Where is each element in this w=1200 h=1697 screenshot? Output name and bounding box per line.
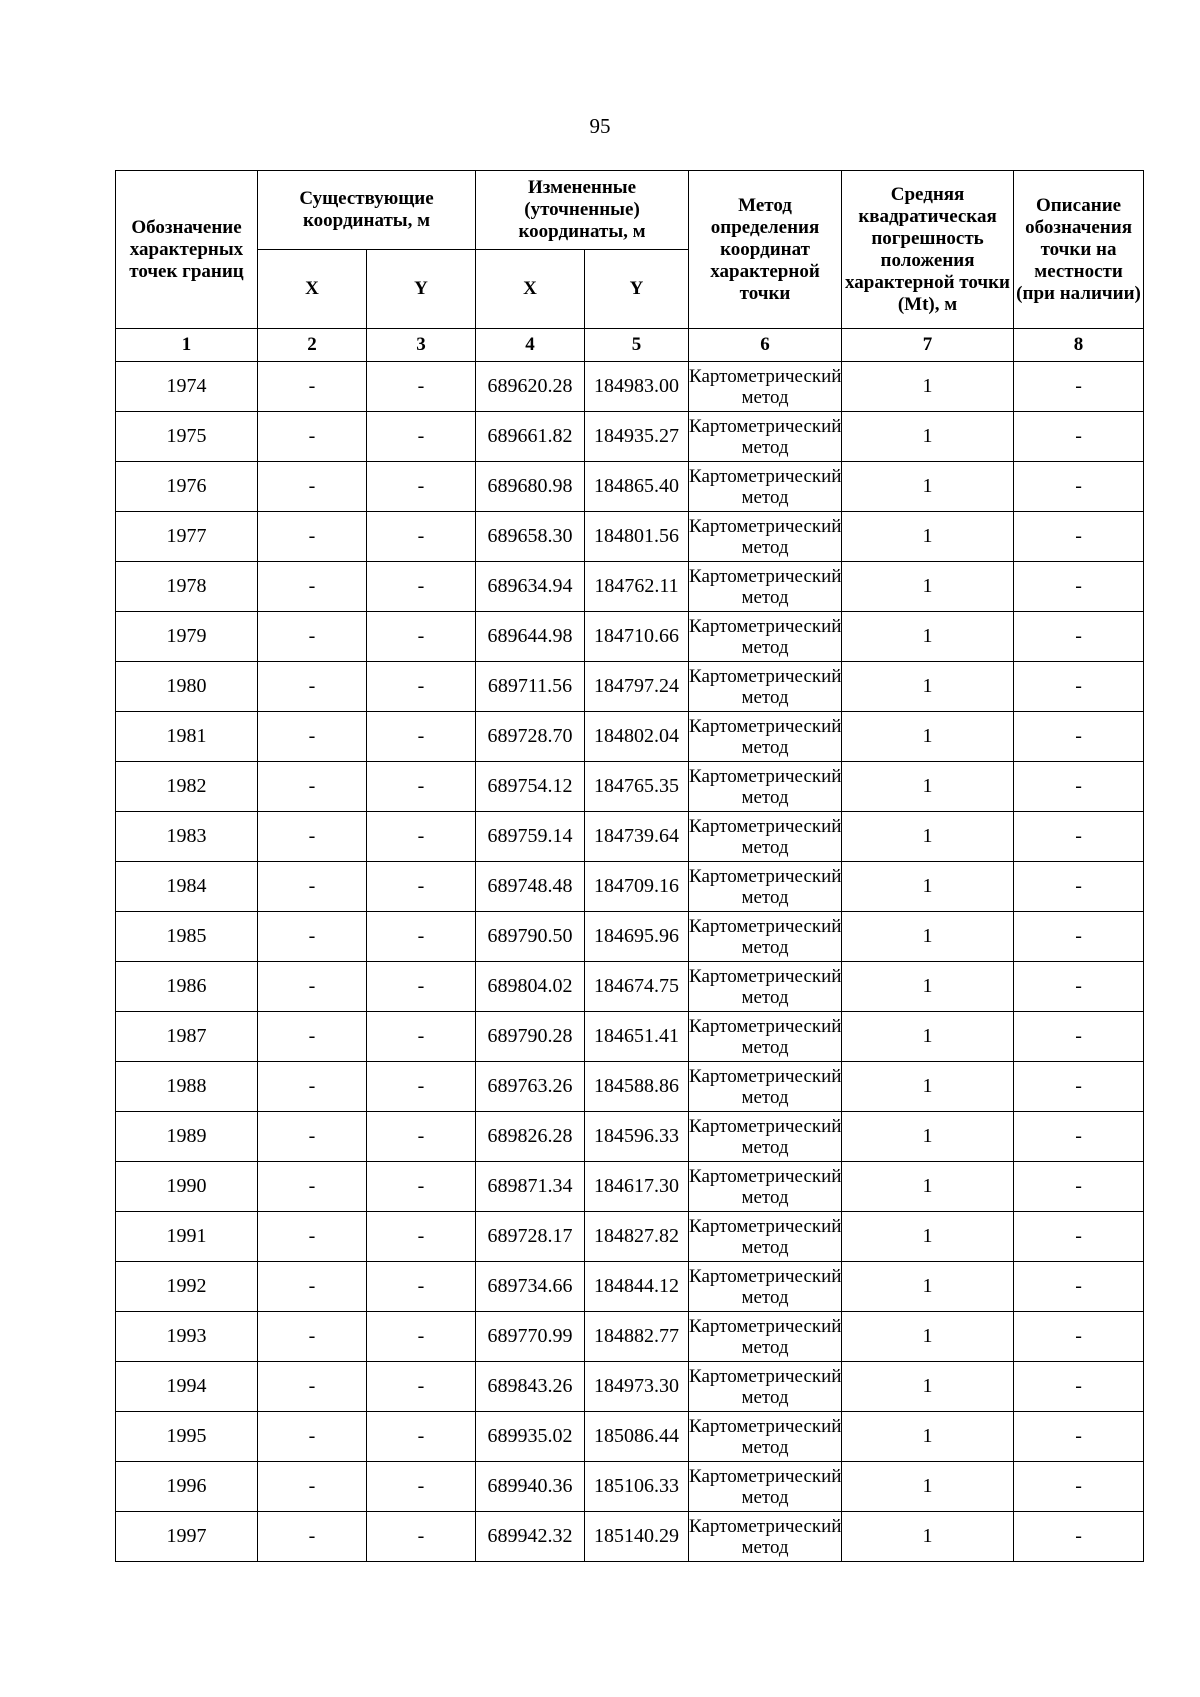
mean-error-cell: 1 — [842, 1012, 1014, 1062]
changed-x-cell: 689754.12 — [476, 762, 585, 812]
changed-x-cell: 689790.28 — [476, 1012, 585, 1062]
method-cell: Картометрический метод — [689, 1262, 842, 1312]
existing-y-cell: - — [367, 1362, 476, 1412]
changed-x-cell: 689790.50 — [476, 912, 585, 962]
method-cell: Картометрический метод — [689, 1012, 842, 1062]
existing-y-cell: - — [367, 662, 476, 712]
description-cell: - — [1014, 662, 1144, 712]
description-cell: - — [1014, 512, 1144, 562]
method-cell: Картометрический метод — [689, 412, 842, 462]
table-row — [116, 612, 1144, 662]
method-cell: Картометрический метод — [689, 1412, 842, 1462]
existing-x-cell: - — [258, 912, 367, 962]
changed-x-cell: 689935.02 — [476, 1412, 585, 1462]
changed-x-cell: 689658.30 — [476, 512, 585, 562]
changed-x-cell: 689843.26 — [476, 1362, 585, 1412]
changed-y-cell: 184588.86 — [585, 1062, 689, 1112]
point-id-cell: 1975 — [116, 412, 258, 462]
method-cell: Картометрический метод — [689, 1312, 842, 1362]
description-cell: - — [1014, 862, 1144, 912]
description-cell: - — [1014, 912, 1144, 962]
existing-y-cell: - — [367, 1212, 476, 1262]
header-existing-x: X — [258, 250, 367, 329]
existing-y-cell: - — [367, 462, 476, 512]
changed-y-cell: 184865.40 — [585, 462, 689, 512]
point-id-cell: 1991 — [116, 1212, 258, 1262]
existing-x-cell: - — [258, 562, 367, 612]
method-cell: Картометрический метод — [689, 612, 842, 662]
existing-x-cell: - — [258, 1512, 367, 1562]
table-row — [116, 562, 1144, 612]
changed-x-cell: 689680.98 — [476, 462, 585, 512]
existing-y-cell: - — [367, 1062, 476, 1112]
point-id-cell: 1979 — [116, 612, 258, 662]
mean-error-cell: 1 — [842, 362, 1014, 412]
description-cell: - — [1014, 1412, 1144, 1462]
description-cell: - — [1014, 1212, 1144, 1262]
changed-x-cell: 689770.99 — [476, 1312, 585, 1362]
description-cell: - — [1014, 762, 1144, 812]
existing-y-cell: - — [367, 962, 476, 1012]
table-row — [116, 662, 1144, 712]
description-cell: - — [1014, 1362, 1144, 1412]
description-cell: - — [1014, 562, 1144, 612]
mean-error-cell: 1 — [842, 512, 1014, 562]
method-cell: Картометрический метод — [689, 1512, 842, 1562]
mean-error-cell: 1 — [842, 1062, 1014, 1112]
description-cell: - — [1014, 1312, 1144, 1362]
changed-x-cell: 689728.70 — [476, 712, 585, 762]
changed-y-cell: 184827.82 — [585, 1212, 689, 1262]
changed-y-cell: 184801.56 — [585, 512, 689, 562]
existing-y-cell: - — [367, 1312, 476, 1362]
mean-error-cell: 1 — [842, 812, 1014, 862]
existing-x-cell: - — [258, 1012, 367, 1062]
mean-error-cell: 1 — [842, 1262, 1014, 1312]
method-cell: Картометрический метод — [689, 562, 842, 612]
changed-x-cell: 689871.34 — [476, 1162, 585, 1212]
point-id-cell: 1981 — [116, 712, 258, 762]
description-cell: - — [1014, 1112, 1144, 1162]
existing-x-cell: - — [258, 612, 367, 662]
method-cell: Картометрический метод — [689, 662, 842, 712]
table-row — [116, 912, 1144, 962]
changed-x-cell: 689734.66 — [476, 1262, 585, 1312]
table-row — [116, 1362, 1144, 1412]
column-number: 5 — [585, 329, 689, 362]
existing-x-cell: - — [258, 762, 367, 812]
point-id-cell: 1993 — [116, 1312, 258, 1362]
table-row — [116, 362, 1144, 412]
existing-y-cell: - — [367, 812, 476, 862]
point-id-cell: 1997 — [116, 1512, 258, 1562]
method-cell: Картометрический метод — [689, 362, 842, 412]
coordinates-table — [115, 170, 1144, 1562]
header-changed-x: X — [476, 250, 585, 329]
header-mean-error: Средняя квадратическая погрешность положения характерной точки (Mt), м — [842, 171, 1014, 329]
column-number: 4 — [476, 329, 585, 362]
column-number: 2 — [258, 329, 367, 362]
existing-x-cell: - — [258, 1412, 367, 1462]
existing-x-cell: - — [258, 812, 367, 862]
existing-y-cell: - — [367, 512, 476, 562]
header-point-designation: Обозначение характерных точек границ — [116, 171, 258, 329]
method-cell: Картометрический метод — [689, 962, 842, 1012]
mean-error-cell: 1 — [842, 862, 1014, 912]
method-cell: Картометрический метод — [689, 512, 842, 562]
header-method: Метод определения координат характерной точки — [689, 171, 842, 329]
method-cell: Картометрический метод — [689, 762, 842, 812]
table-row — [116, 1412, 1144, 1462]
method-cell: Картометрический метод — [689, 1062, 842, 1112]
point-id-cell: 1976 — [116, 462, 258, 512]
changed-y-cell: 184739.64 — [585, 812, 689, 862]
mean-error-cell: 1 — [842, 1312, 1014, 1362]
header-description: Описание обозначения точки на местности (при наличии) — [1014, 171, 1144, 329]
mean-error-cell: 1 — [842, 1462, 1014, 1512]
description-cell: - — [1014, 812, 1144, 862]
existing-x-cell: - — [258, 512, 367, 562]
existing-x-cell: - — [258, 1362, 367, 1412]
method-cell: Картометрический метод — [689, 1462, 842, 1512]
point-id-cell: 1983 — [116, 812, 258, 862]
existing-x-cell: - — [258, 462, 367, 512]
point-id-cell: 1992 — [116, 1262, 258, 1312]
changed-y-cell: 184844.12 — [585, 1262, 689, 1312]
changed-y-cell: 184596.33 — [585, 1112, 689, 1162]
point-id-cell: 1995 — [116, 1412, 258, 1462]
mean-error-cell: 1 — [842, 1512, 1014, 1562]
existing-x-cell: - — [258, 362, 367, 412]
changed-y-cell: 184802.04 — [585, 712, 689, 762]
mean-error-cell: 1 — [842, 1412, 1014, 1462]
table-row — [116, 1212, 1144, 1262]
existing-x-cell: - — [258, 412, 367, 462]
mean-error-cell: 1 — [842, 912, 1014, 962]
table-row — [116, 712, 1144, 762]
table-row — [116, 762, 1144, 812]
method-cell: Картометрический метод — [689, 712, 842, 762]
changed-y-cell: 184882.77 — [585, 1312, 689, 1362]
table-row — [116, 462, 1144, 512]
changed-x-cell: 689804.02 — [476, 962, 585, 1012]
header-changed-coordinates: Измененные (уточненные) координаты, м — [476, 171, 689, 250]
changed-y-cell: 184695.96 — [585, 912, 689, 962]
column-number: 7 — [842, 329, 1014, 362]
changed-y-cell: 184762.11 — [585, 562, 689, 612]
point-id-cell: 1996 — [116, 1462, 258, 1512]
description-cell: - — [1014, 612, 1144, 662]
method-cell: Картометрический метод — [689, 1362, 842, 1412]
description-cell: - — [1014, 362, 1144, 412]
column-number: 8 — [1014, 329, 1144, 362]
point-id-cell: 1986 — [116, 962, 258, 1012]
point-id-cell: 1994 — [116, 1362, 258, 1412]
changed-y-cell: 184765.35 — [585, 762, 689, 812]
changed-y-cell: 184797.24 — [585, 662, 689, 712]
table-row — [116, 1262, 1144, 1312]
description-cell: - — [1014, 1512, 1144, 1562]
changed-y-cell: 184710.66 — [585, 612, 689, 662]
header-changed-y: Y — [585, 250, 689, 329]
changed-x-cell: 689728.17 — [476, 1212, 585, 1262]
existing-x-cell: - — [258, 662, 367, 712]
point-id-cell: 1989 — [116, 1112, 258, 1162]
changed-y-cell: 185086.44 — [585, 1412, 689, 1462]
description-cell: - — [1014, 962, 1144, 1012]
table-row — [116, 1312, 1144, 1362]
existing-y-cell: - — [367, 862, 476, 912]
changed-x-cell: 689826.28 — [476, 1112, 585, 1162]
method-cell: Картометрический метод — [689, 1112, 842, 1162]
mean-error-cell: 1 — [842, 662, 1014, 712]
mean-error-cell: 1 — [842, 1212, 1014, 1262]
existing-y-cell: - — [367, 912, 476, 962]
description-cell: - — [1014, 1462, 1144, 1512]
table-row — [116, 1112, 1144, 1162]
changed-y-cell: 184983.00 — [585, 362, 689, 412]
point-id-cell: 1982 — [116, 762, 258, 812]
mean-error-cell: 1 — [842, 1112, 1014, 1162]
existing-x-cell: - — [258, 1262, 367, 1312]
changed-x-cell: 689711.56 — [476, 662, 585, 712]
point-id-cell: 1985 — [116, 912, 258, 962]
method-cell: Картометрический метод — [689, 862, 842, 912]
table-row — [116, 1162, 1144, 1212]
description-cell: - — [1014, 412, 1144, 462]
changed-x-cell: 689940.36 — [476, 1462, 585, 1512]
mean-error-cell: 1 — [842, 962, 1014, 1012]
description-cell: - — [1014, 1162, 1144, 1212]
method-cell: Картометрический метод — [689, 462, 842, 512]
changed-x-cell: 689644.98 — [476, 612, 585, 662]
existing-y-cell: - — [367, 762, 476, 812]
table-row — [116, 512, 1144, 562]
mean-error-cell: 1 — [842, 1362, 1014, 1412]
existing-y-cell: - — [367, 1462, 476, 1512]
existing-x-cell: - — [258, 1112, 367, 1162]
existing-y-cell: - — [367, 1512, 476, 1562]
changed-y-cell: 185106.33 — [585, 1462, 689, 1512]
point-id-cell: 1988 — [116, 1062, 258, 1112]
existing-y-cell: - — [367, 1412, 476, 1462]
description-cell: - — [1014, 462, 1144, 512]
mean-error-cell: 1 — [842, 762, 1014, 812]
changed-y-cell: 184973.30 — [585, 1362, 689, 1412]
column-number: 1 — [116, 329, 258, 362]
header-existing-y: Y — [367, 250, 476, 329]
mean-error-cell: 1 — [842, 562, 1014, 612]
changed-x-cell: 689942.32 — [476, 1512, 585, 1562]
mean-error-cell: 1 — [842, 462, 1014, 512]
changed-x-cell: 689759.14 — [476, 812, 585, 862]
method-cell: Картометрический метод — [689, 1212, 842, 1262]
page-number: 95 — [589, 114, 611, 138]
changed-x-cell: 689620.28 — [476, 362, 585, 412]
changed-x-cell: 689634.94 — [476, 562, 585, 612]
method-cell: Картометрический метод — [689, 1162, 842, 1212]
column-number: 3 — [367, 329, 476, 362]
column-number: 6 — [689, 329, 842, 362]
method-cell: Картометрический метод — [689, 812, 842, 862]
existing-y-cell: - — [367, 712, 476, 762]
existing-x-cell: - — [258, 712, 367, 762]
existing-y-cell: - — [367, 1012, 476, 1062]
changed-x-cell: 689748.48 — [476, 862, 585, 912]
description-cell: - — [1014, 1062, 1144, 1112]
existing-y-cell: - — [367, 362, 476, 412]
existing-x-cell: - — [258, 1462, 367, 1512]
changed-y-cell: 184617.30 — [585, 1162, 689, 1212]
existing-y-cell: - — [367, 412, 476, 462]
changed-y-cell: 184674.75 — [585, 962, 689, 1012]
point-id-cell: 1977 — [116, 512, 258, 562]
method-cell: Картометрический метод — [689, 912, 842, 962]
existing-x-cell: - — [258, 862, 367, 912]
existing-y-cell: - — [367, 1162, 476, 1212]
existing-x-cell: - — [258, 1062, 367, 1112]
existing-x-cell: - — [258, 1212, 367, 1262]
table-row — [116, 1512, 1144, 1562]
mean-error-cell: 1 — [842, 712, 1014, 762]
description-cell: - — [1014, 1012, 1144, 1062]
point-id-cell: 1980 — [116, 662, 258, 712]
table-row — [116, 1012, 1144, 1062]
existing-x-cell: - — [258, 962, 367, 1012]
existing-y-cell: - — [367, 1262, 476, 1312]
existing-x-cell: - — [258, 1162, 367, 1212]
mean-error-cell: 1 — [842, 412, 1014, 462]
table-row — [116, 1462, 1144, 1512]
table-row — [116, 1062, 1144, 1112]
point-id-cell: 1987 — [116, 1012, 258, 1062]
point-id-cell: 1978 — [116, 562, 258, 612]
point-id-cell: 1984 — [116, 862, 258, 912]
table-row — [116, 962, 1144, 1012]
changed-y-cell: 184651.41 — [585, 1012, 689, 1062]
changed-x-cell: 689763.26 — [476, 1062, 585, 1112]
point-id-cell: 1990 — [116, 1162, 258, 1212]
description-cell: - — [1014, 712, 1144, 762]
table-row — [116, 812, 1144, 862]
existing-x-cell: - — [258, 1312, 367, 1362]
table-row — [116, 862, 1144, 912]
mean-error-cell: 1 — [842, 612, 1014, 662]
mean-error-cell: 1 — [842, 1162, 1014, 1212]
table-row — [116, 412, 1144, 462]
changed-x-cell: 689661.82 — [476, 412, 585, 462]
table-body — [116, 362, 1144, 1562]
existing-y-cell: - — [367, 612, 476, 662]
changed-y-cell: 185140.29 — [585, 1512, 689, 1562]
header-existing-coordinates: Существующие координаты, м — [258, 171, 476, 250]
existing-y-cell: - — [367, 562, 476, 612]
changed-y-cell: 184935.27 — [585, 412, 689, 462]
existing-y-cell: - — [367, 1112, 476, 1162]
changed-y-cell: 184709.16 — [585, 862, 689, 912]
point-id-cell: 1974 — [116, 362, 258, 412]
description-cell: - — [1014, 1262, 1144, 1312]
